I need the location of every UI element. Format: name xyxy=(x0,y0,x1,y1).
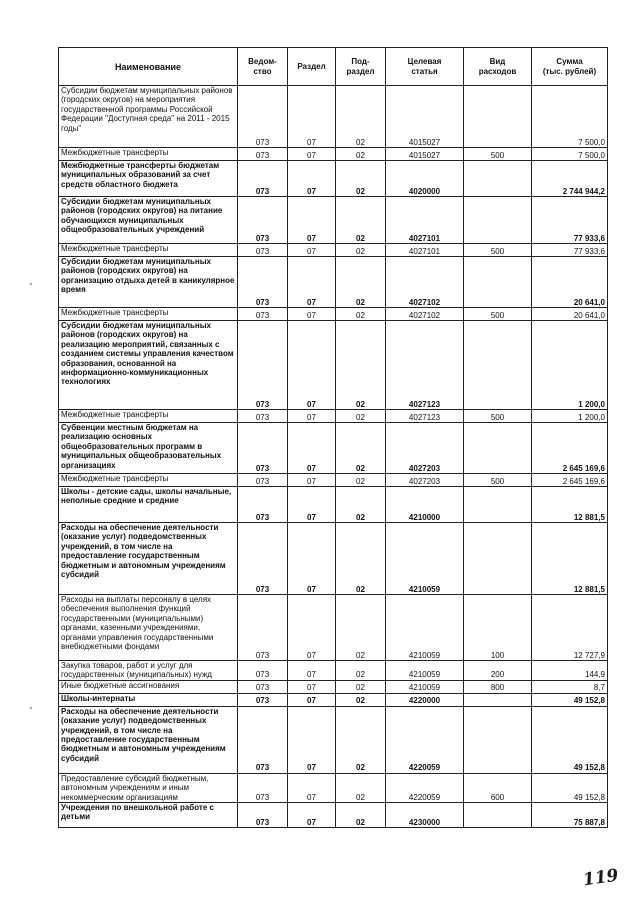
row-name: Учреждения по внешкольной работе с детьми xyxy=(59,803,238,828)
row-vedomstvo: 073 xyxy=(238,86,288,148)
row-name: Закупка товаров, работ и услуг для государственных (муниципальных) нужд xyxy=(59,661,238,681)
row-razdel: 07 xyxy=(288,321,336,410)
row-vedomstvo: 073 xyxy=(238,244,288,257)
row-podrazdel: 02 xyxy=(336,680,386,693)
table-row xyxy=(59,308,608,321)
row-celevaya-statya: 4015027 xyxy=(386,148,464,161)
row-name: Межбюджетные трансферты xyxy=(59,474,238,487)
scan-speck xyxy=(30,283,32,285)
row-celevaya-statya: 4027203 xyxy=(386,423,464,474)
row-razdel: 07 xyxy=(288,706,336,773)
row-summa: 12 727,9 xyxy=(532,595,608,661)
row-razdel: 07 xyxy=(288,680,336,693)
scan-speck xyxy=(30,707,32,709)
row-summa: 7 500,0 xyxy=(532,148,608,161)
budget-table xyxy=(58,47,608,828)
row-celevaya-statya: 4027123 xyxy=(386,321,464,410)
row-razdel: 07 xyxy=(288,523,336,595)
row-vid-rashodov xyxy=(464,693,532,706)
header-razdel: Раздел xyxy=(288,48,336,86)
header-summa: Сумма (тыс. рублей) xyxy=(532,48,608,86)
header-vedomstvo: Ведом- ство xyxy=(238,48,288,86)
row-celevaya-statya: 4027101 xyxy=(386,244,464,257)
row-celevaya-statya: 4210059 xyxy=(386,595,464,661)
row-vid-rashodov: 500 xyxy=(464,474,532,487)
row-razdel: 07 xyxy=(288,803,336,828)
row-celevaya-statya: 4027101 xyxy=(386,197,464,244)
row-summa: 2 645 169,6 xyxy=(532,423,608,474)
row-vedomstvo: 073 xyxy=(238,773,288,802)
row-celevaya-statya: 4027203 xyxy=(386,474,464,487)
row-vid-rashodov xyxy=(464,321,532,410)
table-row xyxy=(59,257,608,308)
row-summa: 49 152,8 xyxy=(532,706,608,773)
row-podrazdel: 02 xyxy=(336,595,386,661)
table-row xyxy=(59,244,608,257)
row-razdel: 07 xyxy=(288,308,336,321)
table-header xyxy=(59,48,608,86)
row-podrazdel: 02 xyxy=(336,148,386,161)
row-podrazdel: 02 xyxy=(336,308,386,321)
row-vedomstvo: 073 xyxy=(238,803,288,828)
row-vedomstvo: 073 xyxy=(238,308,288,321)
row-vid-rashodov xyxy=(464,803,532,828)
row-razdel: 07 xyxy=(288,410,336,423)
row-vedomstvo: 073 xyxy=(238,693,288,706)
row-summa: 12 881,5 xyxy=(532,523,608,595)
row-podrazdel: 02 xyxy=(336,197,386,244)
row-summa: 77 933,6 xyxy=(532,197,608,244)
row-vedomstvo: 073 xyxy=(238,423,288,474)
row-podrazdel: 02 xyxy=(336,244,386,257)
row-name: Иные бюджетные ассигнования xyxy=(59,680,238,693)
table-row xyxy=(59,706,608,773)
table-row xyxy=(59,595,608,661)
row-summa: 7 500,0 xyxy=(532,86,608,148)
row-celevaya-statya: 4220059 xyxy=(386,706,464,773)
row-vedomstvo: 073 xyxy=(238,197,288,244)
table-row xyxy=(59,803,608,828)
table-row xyxy=(59,161,608,197)
row-razdel: 07 xyxy=(288,244,336,257)
row-vedomstvo: 073 xyxy=(238,680,288,693)
row-vid-rashodov xyxy=(464,161,532,197)
row-name: Субсидии бюджетам муниципальных районов (городских округов) на питание обучающихся муниципальных общеобразовательных учреждений xyxy=(59,197,238,244)
row-vedomstvo: 073 xyxy=(238,410,288,423)
row-celevaya-statya: 4220000 xyxy=(386,693,464,706)
row-podrazdel: 02 xyxy=(336,321,386,410)
row-razdel: 07 xyxy=(288,661,336,681)
row-vedomstvo: 073 xyxy=(238,661,288,681)
row-celevaya-statya: 4210000 xyxy=(386,487,464,523)
row-podrazdel: 02 xyxy=(336,661,386,681)
table-row xyxy=(59,197,608,244)
row-summa: 2 744 944,2 xyxy=(532,161,608,197)
table-row xyxy=(59,661,608,681)
table-row xyxy=(59,410,608,423)
row-vedomstvo: 073 xyxy=(238,706,288,773)
header-vid-rashodov: Вид расходов xyxy=(464,48,532,86)
row-razdel: 07 xyxy=(288,148,336,161)
row-vedomstvo: 073 xyxy=(238,257,288,308)
row-vid-rashodov: 800 xyxy=(464,680,532,693)
header-name: Наименование xyxy=(59,48,238,86)
row-name: Межбюджетные трансферты xyxy=(59,308,238,321)
row-razdel: 07 xyxy=(288,693,336,706)
row-razdel: 07 xyxy=(288,773,336,802)
row-name: Расходы на обеспечение деятельности (оказание услуг) подведомственных учреждений, в том числе на предоставление государственным бюджетным и автономным учреждениям субсидий xyxy=(59,706,238,773)
row-vid-rashodov xyxy=(464,487,532,523)
table-row xyxy=(59,693,608,706)
row-celevaya-statya: 4027123 xyxy=(386,410,464,423)
row-summa: 1 200,0 xyxy=(532,410,608,423)
row-vid-rashodov: 500 xyxy=(464,148,532,161)
row-celevaya-statya: 4027102 xyxy=(386,308,464,321)
row-vid-rashodov xyxy=(464,523,532,595)
row-summa: 20 641,0 xyxy=(532,308,608,321)
row-summa: 8,7 xyxy=(532,680,608,693)
row-name: Субвенции местным бюджетам на реализацию основных общеобразовательных программ в муниципальных общеобразовательных организациях xyxy=(59,423,238,474)
row-name: Школы - детские сады, школы начальные, неполные средние и средние xyxy=(59,487,238,523)
table-row xyxy=(59,523,608,595)
row-podrazdel: 02 xyxy=(336,257,386,308)
row-podrazdel: 02 xyxy=(336,423,386,474)
row-name: Межбюджетные трансферты xyxy=(59,410,238,423)
header-celevaya-statya: Целевая статья xyxy=(386,48,464,86)
row-summa: 77 933,6 xyxy=(532,244,608,257)
row-summa: 12 881,5 xyxy=(532,487,608,523)
row-vid-rashodov: 500 xyxy=(464,308,532,321)
row-name: Субсидии бюджетам муниципальных районов (городских округов) на организацию отдыха детей в каникулярное время xyxy=(59,257,238,308)
row-name: Школы-интернаты xyxy=(59,693,238,706)
header-podrazdel: Под- раздел xyxy=(336,48,386,86)
row-razdel: 07 xyxy=(288,423,336,474)
row-name: Расходы на выплаты персоналу в целях обеспечения выполнения функций государственными (муниципальными) органами, казенными учреждениями, органами управления государственными внебюджетными фондами xyxy=(59,595,238,661)
row-vid-rashodov: 500 xyxy=(464,244,532,257)
row-vedomstvo: 073 xyxy=(238,595,288,661)
row-name: Межбюджетные трансферты xyxy=(59,244,238,257)
row-vid-rashodov xyxy=(464,86,532,148)
row-name: Межбюджетные трансферты xyxy=(59,148,238,161)
row-vedomstvo: 073 xyxy=(238,474,288,487)
row-name: Расходы на обеспечение деятельности (оказание услуг) подведомственных учреждений, в том числе на предоставление государственным бюджетным и автономным учреждениям субсидий xyxy=(59,523,238,595)
row-vedomstvo: 073 xyxy=(238,523,288,595)
row-summa: 75 887,8 xyxy=(532,803,608,828)
row-podrazdel: 02 xyxy=(336,773,386,802)
row-vid-rashodov: 600 xyxy=(464,773,532,802)
row-razdel: 07 xyxy=(288,161,336,197)
row-celevaya-statya: 4210059 xyxy=(386,680,464,693)
row-summa: 144,9 xyxy=(532,661,608,681)
row-vid-rashodov: 100 xyxy=(464,595,532,661)
row-podrazdel: 02 xyxy=(336,803,386,828)
table-row xyxy=(59,680,608,693)
row-vid-rashodov: 200 xyxy=(464,661,532,681)
row-podrazdel: 02 xyxy=(336,693,386,706)
row-podrazdel: 02 xyxy=(336,523,386,595)
row-vedomstvo: 073 xyxy=(238,148,288,161)
table-row xyxy=(59,86,608,148)
row-vid-rashodov xyxy=(464,257,532,308)
row-razdel: 07 xyxy=(288,86,336,148)
row-podrazdel: 02 xyxy=(336,86,386,148)
row-podrazdel: 02 xyxy=(336,706,386,773)
row-celevaya-statya: 4020000 xyxy=(386,161,464,197)
row-vid-rashodov xyxy=(464,197,532,244)
row-razdel: 07 xyxy=(288,487,336,523)
row-podrazdel: 02 xyxy=(336,161,386,197)
row-celevaya-statya: 4210059 xyxy=(386,523,464,595)
row-razdel: 07 xyxy=(288,197,336,244)
row-celevaya-statya: 4230000 xyxy=(386,803,464,828)
table-row xyxy=(59,321,608,410)
row-name: Субсидии бюджетам муниципальных районов (городских округов) на реализацию мероприятий, связанных с созданием системы управления качеством образования, основанной на информационно-коммуникационных технологиях xyxy=(59,321,238,410)
row-celevaya-statya: 4220059 xyxy=(386,773,464,802)
row-razdel: 07 xyxy=(288,595,336,661)
row-podrazdel: 02 xyxy=(336,410,386,423)
table-row xyxy=(59,148,608,161)
table-row xyxy=(59,423,608,474)
row-celevaya-statya: 4027102 xyxy=(386,257,464,308)
row-vid-rashodov: 500 xyxy=(464,410,532,423)
table-row xyxy=(59,474,608,487)
row-summa: 49 152,8 xyxy=(532,773,608,802)
table-row xyxy=(59,773,608,802)
row-summa: 20 641,0 xyxy=(532,257,608,308)
row-razdel: 07 xyxy=(288,474,336,487)
row-vedomstvo: 073 xyxy=(238,161,288,197)
row-celevaya-statya: 4015027 xyxy=(386,86,464,148)
row-vid-rashodov xyxy=(464,423,532,474)
row-name: Межбюджетные трансферты бюджетам муниципальных образований за счет средств областного бюджета xyxy=(59,161,238,197)
row-vedomstvo: 073 xyxy=(238,321,288,410)
handwritten-page-number: 119 xyxy=(581,865,620,891)
row-vedomstvo: 073 xyxy=(238,487,288,523)
row-vid-rashodov xyxy=(464,706,532,773)
row-summa: 2 645 169,6 xyxy=(532,474,608,487)
row-name: Предоставление субсидий бюджетным, автономным учреждениям и иным некоммерческим организациям xyxy=(59,773,238,802)
row-summa: 49 152,8 xyxy=(532,693,608,706)
row-name: Субсидии бюджетам муниципальных районов (городских округов) на мероприятия государственной программы Российской Федерации "Доступная среда" на 2011 - 2015 годы" xyxy=(59,86,238,148)
row-podrazdel: 02 xyxy=(336,487,386,523)
table-row xyxy=(59,487,608,523)
row-celevaya-statya: 4210059 xyxy=(386,661,464,681)
row-summa: 1 200,0 xyxy=(532,321,608,410)
row-razdel: 07 xyxy=(288,257,336,308)
row-podrazdel: 02 xyxy=(336,474,386,487)
